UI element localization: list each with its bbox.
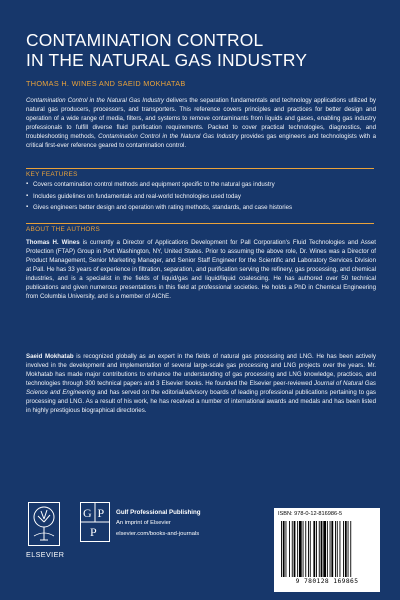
barcode-bar [350,521,351,577]
bullet-icon: ▪ [26,204,29,210]
isbn-barcode [274,508,380,592]
author2-bio-text-1: is recognized globally as an expert in the fields of natural gas processing and LNG. He has been actively involved in the development and implementation of several large-scale gas processing and LNG projects over the years. Mr. Mokhatab has made major contributions to enhance the understanding of gas processing and LNG knowledge, practices, and technologies through 300 technical papers and 3 Elsevier books. He founded the Elsevier peer-reviewed [26,353,376,388]
intro-title-italic-2: Contamination Control in the Natural Gas Industry [98,133,239,141]
key-feature-item: ▪ Gives engineers better design and operation with rating methods, standards, and case histories [26,204,293,211]
barcode-bar [310,521,311,577]
publisher-link[interactable]: elsevier.com/books-and-journals [116,531,200,537]
barcode-bar [316,521,317,577]
author1-bio [26,238,376,301]
svg-text:P: P [97,506,105,520]
barcode-bar [303,521,304,577]
publisher-logos [26,500,201,590]
barcode-bar [286,521,287,577]
key-features-heading: KEY FEATURES [26,171,78,178]
barcode-bar [348,521,349,577]
author2-bio-text-2: and has served on the editorial/advisory boards of leading professional publications pertaining to gas processing and LNG. As a result of his work, he has received a number of international awards and medals and has been listed in highly prestigious biographical directories. [26,389,377,415]
bullet-icon: ▪ [26,181,29,187]
divider-key-features [26,168,374,169]
barcode-bar [294,521,296,577]
barcode-digits: 9 780128 169865 [295,578,359,585]
barcode-bar [299,521,302,577]
author2-name: Saeid Mokhatab [26,353,74,360]
barcode-bar [305,521,306,577]
author1-bio-text: is currently a Director of Applications Development for Pall Corporation's Fluid Technologies and Asset Protection (FTAP) Group in Port Washington, NY, United States. Prior to assuming the above role, Dr. Wines was a Director of Product Management, Senior Marketing Manager, and Senior Staff Engineer for the Scientific and Laboratory Services Division at Pall. He has 33 years of experience in filtration, separation, and purification serving the refinery, gas processing, and chemical industries, and is a specialist in the fields of liquid/gas and liquid/liquid coalescing. He has authored over 50 technical publications and given numerous presentations in this field at professional societies. He holds a PhD in Chemical Engineering from Columbia University, and is a member of AIChE. [26,239,377,301]
author1-name: Thomas H. Wines [26,239,80,246]
imprint-line: An imprint of Elsevier [116,520,171,526]
barcode-bar [313,521,315,577]
imprint-name: Gulf Professional Publishing [116,509,201,516]
svg-text:P: P [90,525,97,539]
gulf-professional-logo-icon [80,502,110,542]
barcode-bar [331,521,333,577]
book-title: CONTAMINATION CONTROL IN THE NATURAL GAS INDUSTRY [26,30,308,70]
barcode-bar [283,521,285,577]
key-features-list [26,180,376,215]
barcode-bar [343,521,344,577]
barcode-bar [335,521,336,577]
barcode-bar [319,521,320,577]
author2-bio [26,352,376,415]
barcode-bar [292,521,293,577]
barcode-bar [321,521,323,577]
intro-text-1: delivers the separation fundamentals and technology applications utilized by natural gas producers, processors, and transporters. This reference covers principles and practices for better design and operation of a wide range of media, filters, and systems to remove contaminants from liquids and gases, enabling gas industry professionals to fulfill diverse fluid purification requirements. Packed to cover practical technologies, diagnostics, and troubleshooting methods, [26,97,376,141]
intro-title-italic: Contamination Control in the Natural Gas Industry [26,97,165,104]
bullet-icon: ▪ [26,192,29,199]
barcode-bar [337,521,338,577]
barcode-bar [308,521,309,577]
about-authors-heading: ABOUT THE AUTHORS [26,226,101,233]
barcode-bar [327,521,328,577]
elsevier-wordmark: ELSEVIER [26,550,65,559]
key-feature-item: ▪ Covers contamination control methods and equipment specific to the natural gas industry [26,181,275,188]
intro-paragraph [26,96,376,151]
elsevier-tree-icon [28,502,60,546]
isbn-label: ISBN: 978-0-12-816986-5 [278,511,343,517]
barcode-bar [345,521,347,577]
barcode-bar [340,521,341,577]
key-feature-item: ▪ Includes guidelines on fundamentals and real-world technologies used today [26,192,241,200]
author2-journal: Journal of Natural Gas Science and Engineering [26,380,376,397]
barcode-bar [323,521,326,577]
intro-text-2: provides gas engineers and technologists with a critical first-ever reference geared to contamination control. [26,133,377,150]
barcode-bars [278,521,376,579]
author-names: THOMAS H. WINES AND SAEID MOKHATAB [26,79,186,88]
divider-about-authors [26,223,374,224]
barcode-bar [281,521,282,577]
barcode-bar [289,521,290,577]
svg-text:G: G [83,506,92,520]
barcode-bar [297,521,298,577]
barcode-bar [330,521,331,577]
